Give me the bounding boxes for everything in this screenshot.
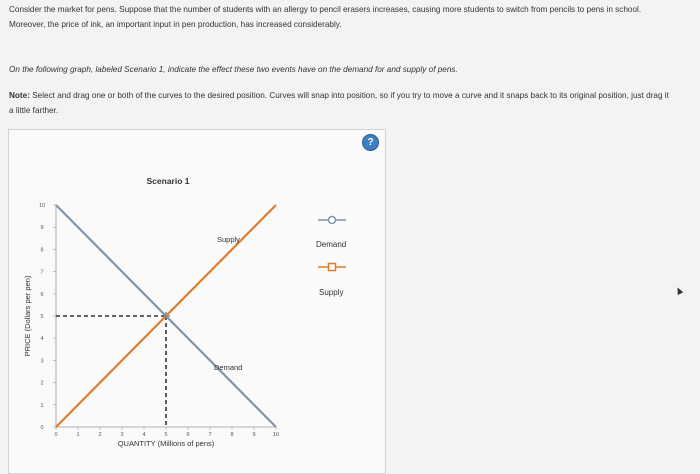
x-tick-label: 3 <box>120 432 124 438</box>
x-tick-label: 5 <box>164 432 168 438</box>
y-tick-label: 10 <box>38 203 46 209</box>
x-tick-label: 4 <box>142 432 146 438</box>
legend-demand-circle <box>329 217 336 224</box>
y-tick-label: 2 <box>40 380 44 387</box>
y-tick-label: 1 <box>40 402 44 409</box>
y-tick-label: 4 <box>40 336 44 343</box>
legend-supply-square <box>329 264 336 271</box>
x-tick-label: 9 <box>252 432 256 438</box>
y-tick-label: 3 <box>40 358 44 365</box>
legend-supply-marker[interactable] <box>318 264 346 271</box>
x-tick-label: 1 <box>76 432 80 438</box>
note-label: Note: <box>9 91 30 100</box>
demand-curve-label: Demand <box>214 363 243 372</box>
legend-supply-label: Supply <box>319 288 344 297</box>
x-tick-label: 0 <box>54 432 58 438</box>
y-tick-label: 0 <box>40 425 44 431</box>
chart-title: Scenario 1 <box>146 176 190 186</box>
x-axis-label: QUANTITY (Millions of pens) <box>117 439 215 448</box>
x-tick-label: 8 <box>230 432 234 438</box>
x-tick-label: 2 <box>98 432 102 438</box>
legend-demand-marker[interactable] <box>318 217 346 224</box>
supply-curve-label: Supply <box>217 235 240 244</box>
y-axis-label: PRICE (Dollars per pen) <box>23 275 32 357</box>
help-button[interactable]: ? <box>362 134 379 151</box>
note-text: Select and drag one or both of the curves to the desired position. Curves will snap into position, so if you try to move a curve and it snaps back to its original position, just drag it a little farther. <box>9 91 669 115</box>
y-tick-label: 7 <box>40 269 44 276</box>
y-tick-label: 6 <box>40 291 44 298</box>
question-instruction: On the following graph, labeled Scenario 1, indicate the effect these two events have on the demand for and supply of pens. <box>9 65 458 74</box>
y-tick-label: 5 <box>40 314 44 320</box>
x-tick-label: 6 <box>186 432 190 438</box>
x-tick-label: 10 <box>272 432 280 438</box>
y-tick-label: 9 <box>40 225 44 232</box>
x-tick-label: 7 <box>208 432 212 438</box>
question-intro: Consider the market for pens. Suppose that the number of students with an allergy to pencil erasers increases, causing more students to switch from pencils to pens in school. Moreover, the price of ink, an important input in pen production, has increased considerably. <box>9 5 642 29</box>
y-tick-label: 8 <box>40 247 44 254</box>
legend-demand-label: Demand <box>316 240 347 249</box>
